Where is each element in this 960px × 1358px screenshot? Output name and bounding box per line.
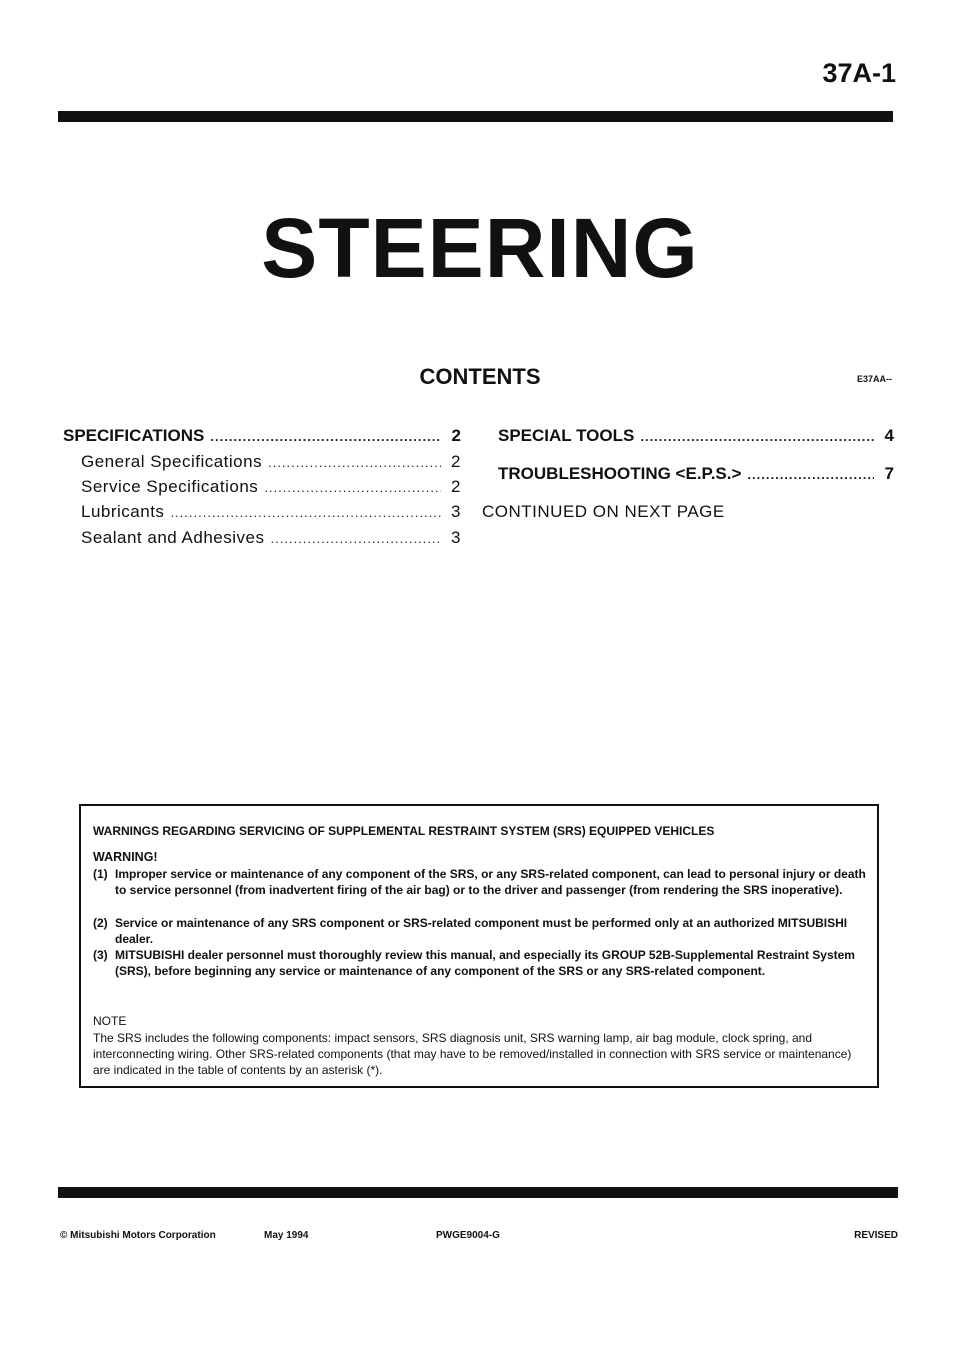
toc-page: 2: [451, 452, 461, 471]
toc-leader: [210, 429, 441, 444]
footer-pub-code: PWGE9004-G: [436, 1230, 500, 1241]
toc-label: SPECIFICATIONS: [63, 426, 205, 445]
warning-item: [93, 915, 867, 947]
bottom-rule: [58, 1187, 898, 1198]
toc-label: Service Specifications: [81, 477, 259, 496]
warning-item: [93, 947, 867, 979]
toc-label: Sealant and Adhesives: [81, 528, 265, 547]
toc-page: 4: [884, 426, 894, 445]
contents-heading: CONTENTS: [419, 364, 541, 389]
page-title: STEERING: [261, 201, 699, 295]
page-number: 37A-1: [822, 58, 896, 88]
toc-entry-general-specifications[interactable]: [81, 452, 461, 472]
toc-page: 3: [451, 528, 461, 547]
document-code: E37AA--: [856, 374, 892, 384]
toc-leader: [268, 455, 441, 470]
footer-status: REVISED: [854, 1230, 898, 1241]
warning-item-text: MITSUBISHI dealer personnel must thoroughly review this manual, and especially its GROUP 52B-Supplemental Restraint System (SRS), before beginning any service or maintenance of any component of the SRS or any SRS-related component.: [115, 948, 855, 978]
toc-page: 2: [451, 426, 461, 445]
top-rule: [58, 111, 893, 122]
toc-label: General Specifications: [81, 452, 263, 471]
warning-item-text: Improper service or maintenance of any component of the SRS, or any SRS-related component, can lead to personal injury or death to service personnel (from inadvertent firing of the air bag) or to the driver and passenger (from rendering the SRS inoperative).: [115, 867, 866, 897]
toc-entry-sealant-adhesives[interactable]: [81, 528, 461, 548]
toc-leader: [264, 480, 441, 495]
warning-label: WARNING!: [93, 850, 158, 864]
continued-note: CONTINUED ON NEXT PAGE: [482, 502, 725, 521]
warning-item: [93, 866, 867, 898]
warning-item-text: Service or maintenance of any SRS component or SRS-related component must be performed only at an authorized MITSUBISHI dealer.: [115, 916, 848, 946]
warning-heading: WARNINGS REGARDING SERVICING OF SUPPLEMENTAL RESTRAINT SYSTEM (SRS) EQUIPPED VEHICLES: [93, 824, 715, 838]
toc-leader: [747, 467, 874, 482]
toc-entry-troubleshooting[interactable]: [498, 464, 894, 484]
footer-copyright: © Mitsubishi Motors Corporation: [60, 1230, 216, 1241]
toc-entry-specifications[interactable]: [63, 426, 461, 446]
toc-label: TROUBLESHOOTING <E.P.S.>: [498, 464, 742, 483]
srs-warning-box: [79, 804, 879, 1088]
note-text: The SRS includes the following components: impact sensors, SRS diagnosis unit, SRS warning lamp, air bag module, clock spring, and interconnecting wiring. Other SRS-related components (that may have to be removed/installed in connection with SRS service or maintenance) are indicated in the table of contents by an asterisk (*).: [93, 1031, 852, 1077]
toc-page: 2: [451, 477, 461, 496]
toc-entry-lubricants[interactable]: [81, 502, 461, 522]
toc-entry-service-specifications[interactable]: [81, 477, 461, 497]
warning-item-number: (2): [93, 916, 108, 930]
toc-leader: [170, 505, 441, 520]
toc-label: SPECIAL TOOLS: [498, 426, 635, 445]
toc-entry-special-tools[interactable]: [498, 426, 894, 446]
note-label: NOTE: [93, 1014, 127, 1028]
toc-leader: [270, 531, 441, 546]
toc-page: 7: [884, 464, 894, 483]
toc-label: Lubricants: [81, 502, 165, 521]
toc-page: 3: [451, 502, 461, 521]
warning-item-number: (3): [93, 948, 108, 962]
warning-item-number: (1): [93, 867, 108, 881]
footer-date: May 1994: [264, 1230, 309, 1241]
toc-leader: [640, 429, 874, 444]
